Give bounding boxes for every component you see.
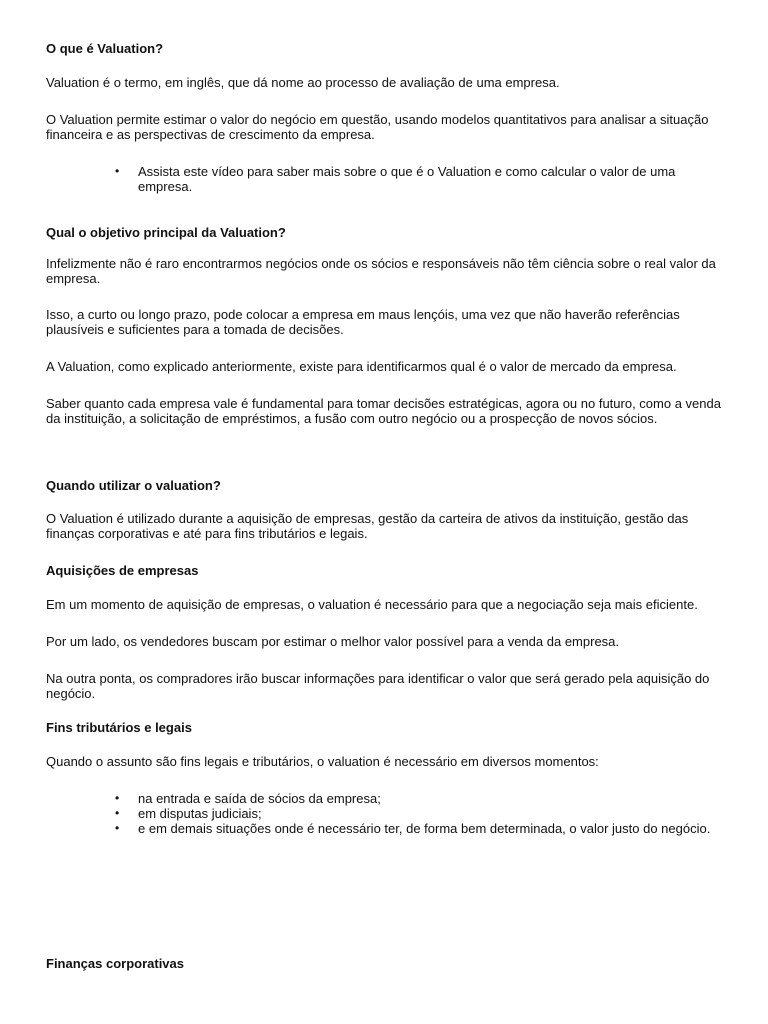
paragraph: A Valuation, como explicado anteriormente, existe para identificarmos qual é o valor de mercado da empresa. bbox=[46, 359, 677, 374]
heading-when-to-use: Quando utilizar o valuation? bbox=[46, 478, 221, 493]
list-item: • e em demais situações onde é necessário ter, de forma bem determinada, o valor justo do negócio. bbox=[138, 821, 726, 836]
heading-corporate-finance: Finanças corporativas bbox=[46, 956, 184, 971]
paragraph: O Valuation é utilizado durante a aquisição de empresas, gestão da carteira de ativos da instituição, gestão das finanças corporativas e até para fins tributários e legais. bbox=[46, 511, 689, 541]
paragraph: Em um momento de aquisição de empresas, o valuation é necessário para que a negociação seja mais eficiente. bbox=[46, 597, 698, 612]
paragraph: Por um lado, os vendedores buscam por estimar o melhor valor possível para a venda da empresa. bbox=[46, 634, 620, 649]
bullet-list bbox=[46, 164, 726, 194]
bullet-list bbox=[46, 791, 726, 836]
paragraph: Saber quanto cada empresa vale é fundamental para tomar decisões estratégicas, agora ou no futuro, como a venda da instituição, a solicitação de empréstimos, a fusão com outro negócio ou a prospecção de novos sócios. bbox=[46, 396, 721, 426]
paragraph: Infelizmente não é raro encontrarmos negócios onde os sócios e responsáveis não têm ciência sobre o real valor da empresa. bbox=[46, 256, 716, 286]
paragraph: Isso, a curto ou longo prazo, pode colocar a empresa em maus lençóis, uma vez que não haverão referências plausíveis e suficientes para a tomada de decisões. bbox=[46, 307, 680, 337]
paragraph: Valuation é o termo, em inglês, que dá nome ao processo de avaliação de uma empresa. bbox=[46, 75, 560, 90]
heading-what-is-valuation: O que é Valuation? bbox=[46, 41, 164, 56]
paragraph: Quando o assunto são fins legais e tributários, o valuation é necessário em diversos momentos: bbox=[46, 754, 599, 769]
list-item: • Assista este vídeo para saber mais sobre o que é o Valuation e como calcular o valor de uma empresa. bbox=[138, 164, 726, 194]
paragraph: O Valuation permite estimar o valor do negócio em questão, usando modelos quantitativos para analisar a situação financeira e as perspectivas de crescimento da empresa. bbox=[46, 112, 709, 142]
list-item: • em disputas judiciais; bbox=[138, 806, 726, 821]
document-page bbox=[46, 41, 726, 971]
heading-acquisitions: Aquisições de empresas bbox=[46, 563, 199, 578]
heading-tax-legal: Fins tributários e legais bbox=[46, 720, 192, 735]
list-item: • na entrada e saída de sócios da empresa; bbox=[138, 791, 726, 806]
paragraph: Na outra ponta, os compradores irão buscar informações para identificar o valor que será gerado pela aquisição do negócio. bbox=[46, 671, 710, 701]
heading-valuation-objective: Qual o objetivo principal da Valuation? bbox=[46, 225, 286, 240]
